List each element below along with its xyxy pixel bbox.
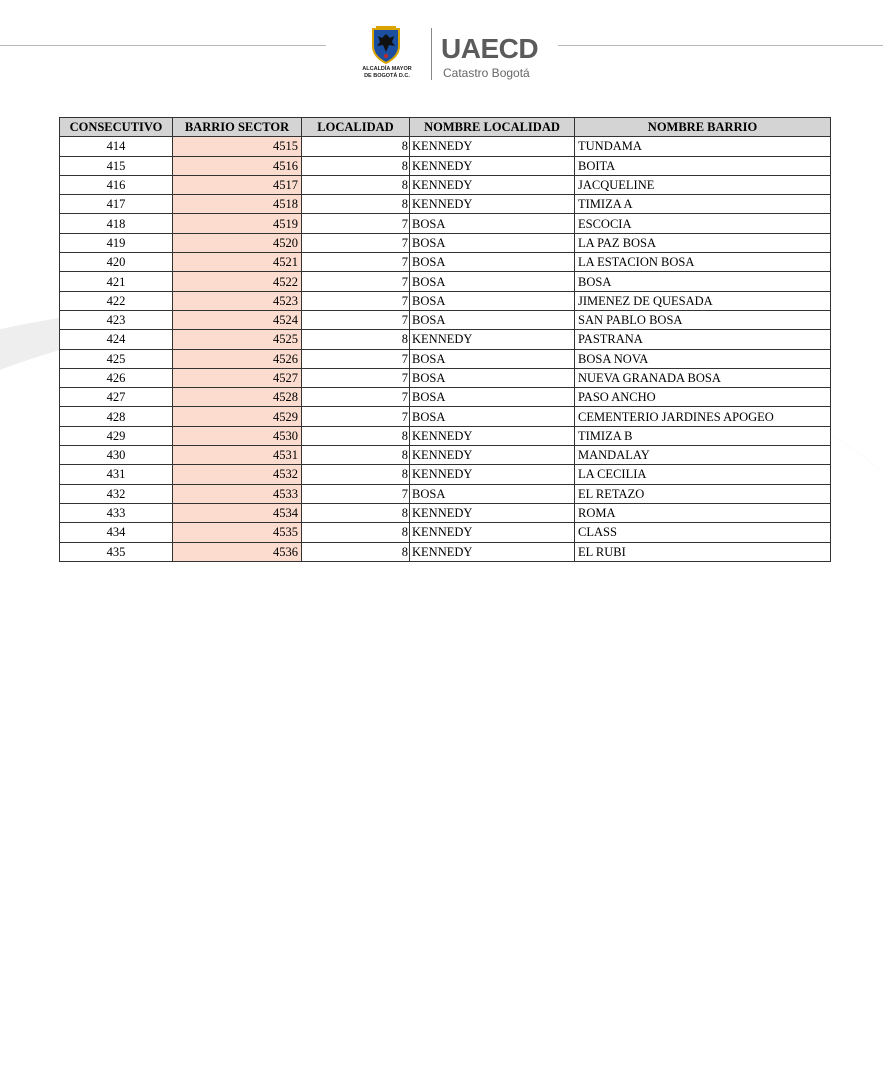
cell-barrio-sector: 4528: [173, 388, 302, 407]
cell-barrio-sector: 4535: [173, 523, 302, 542]
table-row: [60, 542, 831, 561]
cell-consecutivo: 422: [60, 291, 173, 310]
cell-barrio-sector: 4515: [173, 137, 302, 156]
table-row: [60, 349, 831, 368]
cell-barrio-sector: 4521: [173, 253, 302, 272]
brand-separator: [431, 28, 432, 80]
header-barrio-sector: BARRIO SECTOR: [173, 118, 302, 137]
cell-consecutivo: 427: [60, 388, 173, 407]
cell-consecutivo: 428: [60, 407, 173, 426]
cell-barrio-sector: 4518: [173, 195, 302, 214]
table-row: [60, 310, 831, 329]
cell-barrio-sector: 4529: [173, 407, 302, 426]
cell-nombre-barrio: PASO ANCHO: [575, 388, 831, 407]
table-row: [60, 137, 831, 156]
cell-consecutivo: 414: [60, 137, 173, 156]
cell-barrio-sector: 4516: [173, 156, 302, 175]
cell-nombre-barrio: BOITA: [575, 156, 831, 175]
cell-localidad: 8: [302, 137, 410, 156]
cell-nombre-localidad: KENNEDY: [410, 542, 575, 561]
cell-localidad: 8: [302, 446, 410, 465]
table-row: [60, 272, 831, 291]
cell-consecutivo: 418: [60, 214, 173, 233]
cell-consecutivo: 435: [60, 542, 173, 561]
cell-nombre-barrio: BOSA: [575, 272, 831, 291]
cell-localidad: 8: [302, 195, 410, 214]
cell-nombre-localidad: KENNEDY: [410, 195, 575, 214]
cell-nombre-barrio: TIMIZA A: [575, 195, 831, 214]
cell-barrio-sector: 4522: [173, 272, 302, 291]
header-consecutivo: CONSECUTIVO: [60, 118, 173, 137]
header-rule-right: [558, 45, 883, 46]
cell-nombre-barrio: NUEVA GRANADA BOSA: [575, 368, 831, 387]
cell-consecutivo: 432: [60, 484, 173, 503]
brand-subtitle: Catastro Bogotá: [443, 66, 530, 80]
table-row: [60, 368, 831, 387]
cell-nombre-barrio: EL RUBI: [575, 542, 831, 561]
page-header: [0, 0, 883, 100]
cell-nombre-barrio: LA ESTACION BOSA: [575, 253, 831, 272]
cell-nombre-barrio: CEMENTERIO JARDINES APOGEO: [575, 407, 831, 426]
cell-localidad: 8: [302, 503, 410, 522]
cell-nombre-localidad: KENNEDY: [410, 426, 575, 445]
cell-nombre-localidad: BOSA: [410, 368, 575, 387]
cell-barrio-sector: 4531: [173, 446, 302, 465]
cell-nombre-barrio: PASTRANA: [575, 330, 831, 349]
cell-consecutivo: 426: [60, 368, 173, 387]
header-nombre-barrio: NOMBRE BARRIO: [575, 118, 831, 137]
header-nombre-localidad: NOMBRE LOCALIDAD: [410, 118, 575, 137]
cell-barrio-sector: 4523: [173, 291, 302, 310]
cell-consecutivo: 419: [60, 233, 173, 252]
brand-name: UAECD: [441, 33, 539, 64]
cell-localidad: 7: [302, 310, 410, 329]
cell-localidad: 8: [302, 330, 410, 349]
table-row: [60, 388, 831, 407]
cell-consecutivo: 434: [60, 523, 173, 542]
cell-barrio-sector: 4519: [173, 214, 302, 233]
cell-nombre-localidad: BOSA: [410, 272, 575, 291]
cell-consecutivo: 416: [60, 175, 173, 194]
cell-consecutivo: 429: [60, 426, 173, 445]
cell-barrio-sector: 4536: [173, 542, 302, 561]
cell-consecutivo: 415: [60, 156, 173, 175]
cell-barrio-sector: 4533: [173, 484, 302, 503]
cell-nombre-barrio: CLASS: [575, 523, 831, 542]
coat-of-arms-icon: [370, 26, 402, 64]
table-row: [60, 446, 831, 465]
cell-nombre-localidad: KENNEDY: [410, 175, 575, 194]
cell-barrio-sector: 4532: [173, 465, 302, 484]
cell-barrio-sector: 4527: [173, 368, 302, 387]
cell-nombre-barrio: ESCOCIA: [575, 214, 831, 233]
table-row: [60, 233, 831, 252]
cell-localidad: 7: [302, 388, 410, 407]
header-rule-left: [0, 45, 326, 46]
table-row: [60, 523, 831, 542]
cell-barrio-sector: 4534: [173, 503, 302, 522]
cell-nombre-localidad: BOSA: [410, 253, 575, 272]
cell-nombre-localidad: BOSA: [410, 407, 575, 426]
cell-localidad: 8: [302, 523, 410, 542]
cell-localidad: 8: [302, 542, 410, 561]
cell-consecutivo: 417: [60, 195, 173, 214]
table-row: [60, 253, 831, 272]
table-row: [60, 503, 831, 522]
table-row: [60, 291, 831, 310]
cell-localidad: 8: [302, 465, 410, 484]
cell-nombre-barrio: TIMIZA B: [575, 426, 831, 445]
cell-localidad: 7: [302, 214, 410, 233]
cell-barrio-sector: 4517: [173, 175, 302, 194]
cell-localidad: 7: [302, 253, 410, 272]
cell-nombre-barrio: EL RETAZO: [575, 484, 831, 503]
cell-consecutivo: 430: [60, 446, 173, 465]
cell-barrio-sector: 4520: [173, 233, 302, 252]
cell-nombre-localidad: BOSA: [410, 233, 575, 252]
cell-nombre-barrio: JACQUELINE: [575, 175, 831, 194]
cell-localidad: 7: [302, 349, 410, 368]
cell-nombre-localidad: BOSA: [410, 388, 575, 407]
table-row: [60, 484, 831, 503]
cell-localidad: 8: [302, 156, 410, 175]
barrios-table: [59, 117, 831, 562]
cell-localidad: 7: [302, 368, 410, 387]
cell-nombre-barrio: TUNDAMA: [575, 137, 831, 156]
table-row: [60, 407, 831, 426]
cell-consecutivo: 425: [60, 349, 173, 368]
cell-nombre-localidad: BOSA: [410, 214, 575, 233]
cell-nombre-barrio: JIMENEZ DE QUESADA: [575, 291, 831, 310]
cell-localidad: 7: [302, 484, 410, 503]
cell-consecutivo: 423: [60, 310, 173, 329]
cell-localidad: 8: [302, 175, 410, 194]
cell-consecutivo: 433: [60, 503, 173, 522]
cell-consecutivo: 431: [60, 465, 173, 484]
table-row: [60, 156, 831, 175]
table-row: [60, 175, 831, 194]
cell-nombre-barrio: ROMA: [575, 503, 831, 522]
table-row: [60, 426, 831, 445]
cell-barrio-sector: 4526: [173, 349, 302, 368]
cell-nombre-localidad: BOSA: [410, 310, 575, 329]
cell-nombre-localidad: KENNEDY: [410, 137, 575, 156]
cell-consecutivo: 421: [60, 272, 173, 291]
cell-localidad: 7: [302, 233, 410, 252]
cell-nombre-localidad: BOSA: [410, 291, 575, 310]
cell-nombre-localidad: KENNEDY: [410, 156, 575, 175]
cell-nombre-localidad: KENNEDY: [410, 465, 575, 484]
cell-nombre-localidad: BOSA: [410, 484, 575, 503]
cell-consecutivo: 420: [60, 253, 173, 272]
cell-nombre-localidad: KENNEDY: [410, 503, 575, 522]
cell-barrio-sector: 4530: [173, 426, 302, 445]
table-row: [60, 195, 831, 214]
table-row: [60, 465, 831, 484]
cell-nombre-barrio: MANDALAY: [575, 446, 831, 465]
table-row: [60, 214, 831, 233]
cell-nombre-localidad: KENNEDY: [410, 446, 575, 465]
cell-nombre-barrio: LA CECILIA: [575, 465, 831, 484]
cell-localidad: 7: [302, 291, 410, 310]
cell-barrio-sector: 4524: [173, 310, 302, 329]
table-row: [60, 330, 831, 349]
table-header-row: [60, 118, 831, 137]
table-body: [60, 137, 831, 562]
cell-nombre-barrio: LA PAZ BOSA: [575, 233, 831, 252]
cell-nombre-localidad: KENNEDY: [410, 523, 575, 542]
cell-localidad: 7: [302, 407, 410, 426]
alcaldia-text: ALCALDÍA MAYOR DE BOGOTÁ D.C.: [362, 66, 412, 79]
cell-nombre-localidad: BOSA: [410, 349, 575, 368]
cell-localidad: 8: [302, 426, 410, 445]
cell-consecutivo: 424: [60, 330, 173, 349]
cell-nombre-barrio: BOSA NOVA: [575, 349, 831, 368]
cell-localidad: 7: [302, 272, 410, 291]
header-localidad: LOCALIDAD: [302, 118, 410, 137]
alcaldia-logo: [360, 26, 412, 82]
cell-barrio-sector: 4525: [173, 330, 302, 349]
cell-nombre-localidad: KENNEDY: [410, 330, 575, 349]
cell-nombre-barrio: SAN PABLO BOSA: [575, 310, 831, 329]
